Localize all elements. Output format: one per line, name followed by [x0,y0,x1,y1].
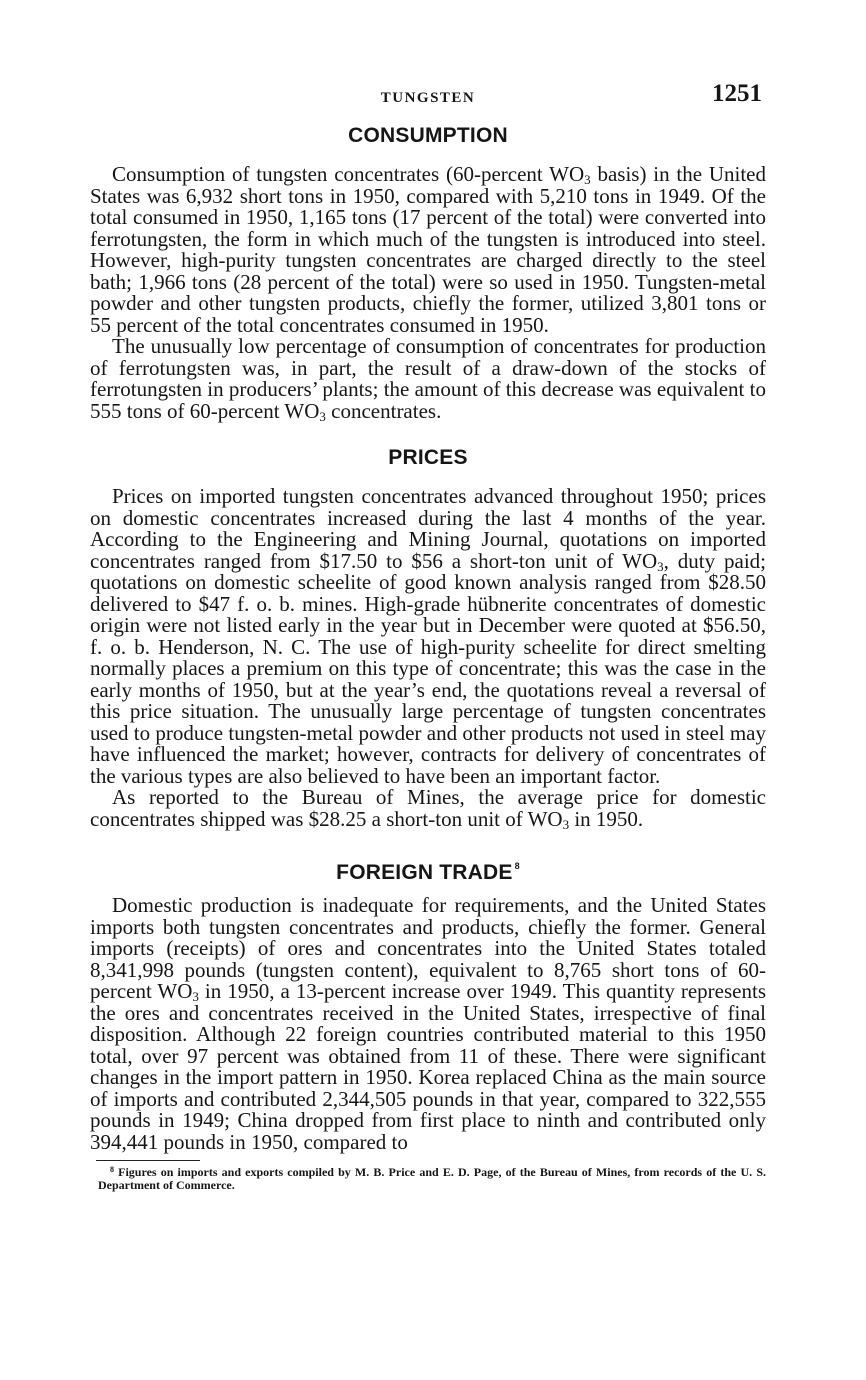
footnote [98,1163,766,1192]
text-run: , duty paid; quotations on domestic scheelite of good known analysis ranged from $28.50 delivered to $47 f. o. b. mines. High-grade hübnerite concentrates of domestic origin were not listed early in the year but in December were quoted at $56.50, f. o. b. Henderson, N. C. The use of high-purity scheelite for direct smelting normally places a premium on this type of concentrate; this was the case in the early months of 1950, but at the year’s end, the quotations reveal a reversal of this price situation. The unusually large percentage of tungsten concentrates used to produce tungsten-metal powder and other products not used in steel may have influenced the market; however, contracts for delivery of concentrates of the various types are also believed to have been an important factor. [90,548,766,788]
consumption-paragraph-1 [90,164,766,336]
consumption-paragraph-2 [90,336,766,422]
text-run: in 1950, a 13-percent increase over 1949. This quantity represents the ores and concentrates received in the United States, irrespective of final disposition. Although 22 foreign countries contributed material to this 1950 total, over 97 percent was obtained from 11 of these. There were significant changes in the import pattern in 1950. Korea replaced China as the main source of imports and contributed 2,344,505 pounds in that year, compared to 322,555 pounds in 1949; China dropped from first place to ninth and contributed only 394,441 pounds in 1950, compared to [90,979,766,1154]
footnote-reference: 8 [514,861,520,871]
text-run: Consumption of tungsten concentrates (60-percent WO [112,162,585,186]
running-head [90,80,766,114]
text-run: Domestic production is inadequate for requirements, and the United States imports both tungsten concentrates and products, chiefly the former. General imports (receipts) of ores and concentrates into the United States totaled 8,341,998 pounds (tungsten content), equivalent to 8,765 short tons of 60-percent WO [90,893,766,1003]
footnote-mark: 8 [110,1165,114,1174]
text-run: basis) in the United States was 6,932 short tons in 1950, compared with 5,210 tons in 1949. Of the total consumed in 1950, 1,165 tons (17 percent of the total) were converted into ferrotungsten, the form in which much of the tungsten is introduced into steel. However, high-purity tungsten concentrates are charged directly to the steel bath; 1,966 tons (28 percent of the total) were so used in 1950. Tungsten-metal powder and other tungsten products, chiefly the former, utilized 3,801 tons or 55 percent of the total concentrates consumed in 1950. [90,162,766,337]
prices-paragraph-1 [90,486,766,787]
subscript: 3 [562,816,570,832]
heading-consumption: CONSUMPTION [348,124,508,147]
foreign-trade-paragraph-1 [90,895,766,1153]
running-title: TUNGSTEN [380,90,476,106]
prices-paragraph-2 [90,787,766,830]
page-number: 1251 [712,80,762,107]
subscript: 3 [584,172,591,187]
page [90,80,766,1192]
footnote-divider [96,1160,200,1161]
text-run: Prices on imported tungsten concentrates advanced throughout 1950; prices on domestic concentrates increased during the last 4 months of the year. According to the Engineering and Mining Journal, quotations on imported concentrates ranged from $17.50 to $56 a short-ton unit of WO [90,484,766,573]
text-run: The unusually low percentage of consumption of concentrates for production of ferrotungsten was, in part, the result of a draw-down of the stocks of ferrotungsten in producers’ plants; the amount of this decrease was equivalent to 555 tons of 60-percent WO [90,334,766,423]
text-run: in 1950. [569,806,644,831]
subscript: 3 [319,408,326,424]
subscript: 3 [192,989,199,1004]
subscript: 3 [657,558,664,574]
footnote-text: Figures on imports and exports compiled by M. B. Price and E. D. Page, of the Bureau of Mines, from records of the U. S. Department of Commerce. [98,1165,766,1192]
text-run: As reported to the Bureau of Mines, the average price for domestic concentrates shipped was $28.25 a short-ton unit of WO [90,785,766,831]
heading-foreign-trade [90,854,766,885]
heading-text: FOREIGN TRADE [336,861,513,884]
text-run: concentrates. [325,398,442,423]
heading-prices: PRICES [388,446,468,469]
